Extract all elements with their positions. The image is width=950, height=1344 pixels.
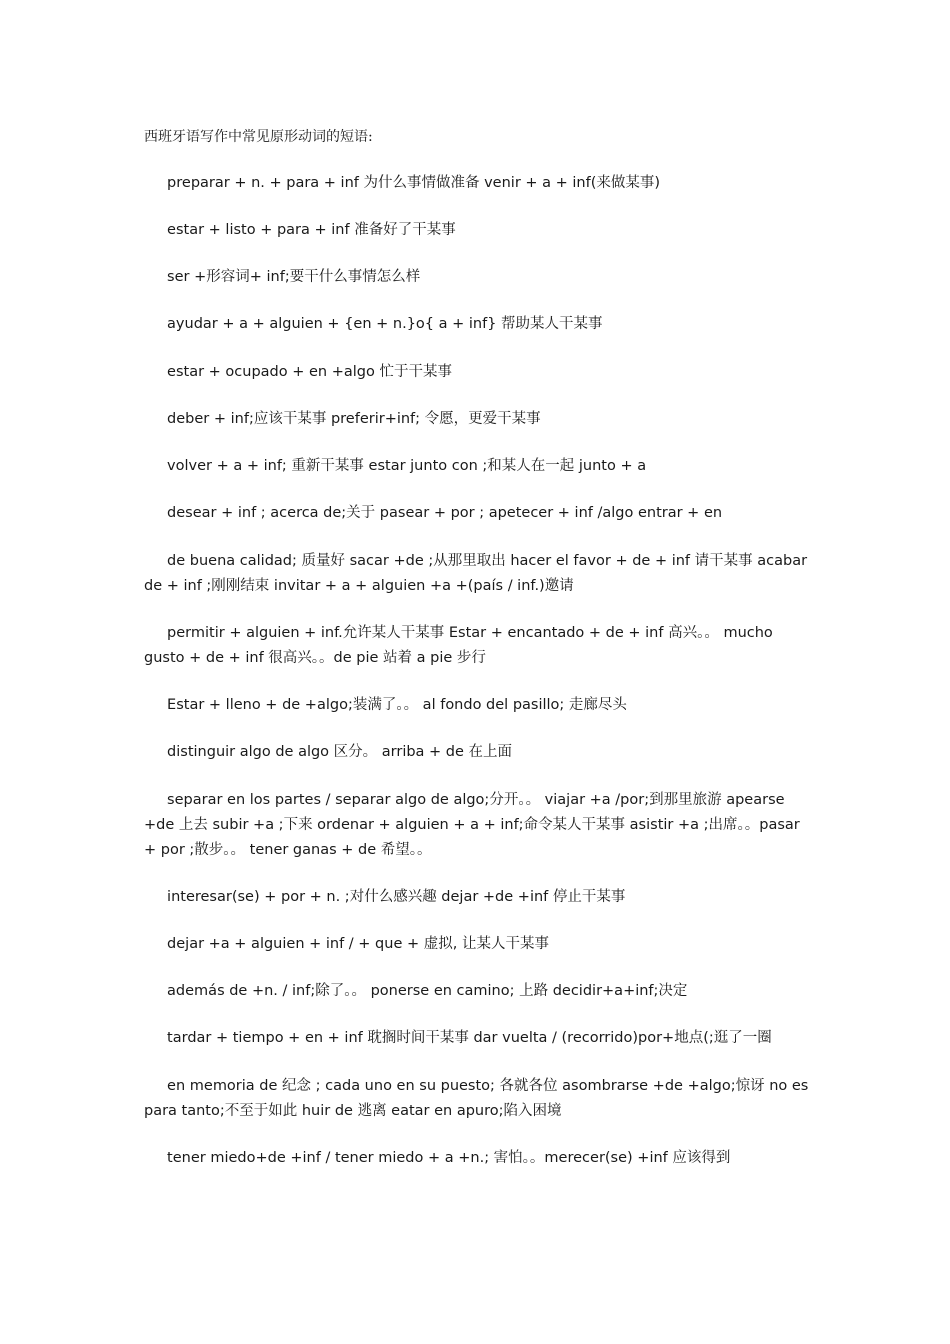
phrase-paragraph: tener miedo+de +inf / tener miedo + a +n.; 害怕。。merecer(se) +inf 应该得到	[144, 1150, 731, 1166]
phrase-paragraph: interesar(se) + por + n. ;对什么感兴趣 dejar +de +inf 停止干某事	[144, 889, 626, 905]
phrase-paragraph: de buena calidad; 质量好 sacar +de ;从那里取出 hacer el favor + de + inf 请干某事 acabar de + inf ;刚刚结束 invitar + a + alguien +a +(país / inf.)邀请	[144, 553, 812, 594]
phrase-paragraph: tardar + tiempo + en + inf 耽搁时间干某事 dar vuelta / (recorrido)por+地点(;逛了一圈	[144, 1030, 772, 1046]
phrase-paragraph: permitir + alguien + inf.允许某人干某事 Estar + encantado + de + inf 高兴。。 mucho gusto + de + inf 很高兴。。de pie 站着 a pie 步行	[144, 625, 778, 666]
document-title: 西班牙语写作中常见原形动词的短语:	[144, 129, 373, 145]
phrase-paragraph: Estar + lleno + de +algo;装满了。。 al fondo del pasillo; 走廊尽头	[144, 697, 627, 713]
phrase-paragraph: dejar +a + alguien + inf / + que + 虚拟, 让某人干某事	[144, 936, 549, 952]
phrase-paragraph: además de +n. / inf;除了。。 ponerse en camino; 上路 decidir+a+inf;决定	[144, 983, 688, 999]
phrase-paragraph: distinguir algo de algo 区分。 arriba + de 在上面	[144, 744, 513, 760]
phrase-paragraph: desear + inf ; acerca de;关于 pasear + por ; apetecer + inf /algo entrar + en	[144, 505, 723, 521]
phrase-paragraph: preparar + n. + para + inf 为什么事情做准备 venir + a + inf(来做某事)	[144, 175, 661, 191]
phrase-paragraph: ayudar + a + alguien + {en + n.}o{ a + inf} 帮助某人干某事	[144, 316, 603, 332]
phrase-paragraph: estar + ocupado + en +algo 忙于干某事	[144, 364, 452, 380]
phrase-paragraph: deber + inf;应该干某事 preferir+inf; 令愿，更爱干某事	[144, 411, 541, 427]
phrase-paragraph: separar en los partes / separar algo de algo;分开。。 viajar +a /por;到那里旅游 apearse +de 上去 subir +a ;下来 ordenar + alguien + a + inf;命令某人干某事 asistir +a ;出席。。pasar + por ;散步。。 tener ganas + de 希望。。	[144, 792, 805, 858]
phrase-paragraph: volver + a + inf; 重新干某事 estar junto con ;和某人在一起 junto + a	[144, 458, 647, 474]
phrase-paragraph: en memoria de 纪念 ; cada uno en su puesto; 各就各位 asombrarse +de +algo;惊讶 no es para tanto;不至于如此 huir de 逃离 eatar en apuro;陷入困境	[144, 1078, 813, 1119]
phrase-paragraph: ser +形容词+ inf;要干什么事情怎么样	[144, 269, 421, 285]
phrase-paragraph: estar + listo + para + inf 准备好了干某事	[144, 222, 456, 238]
